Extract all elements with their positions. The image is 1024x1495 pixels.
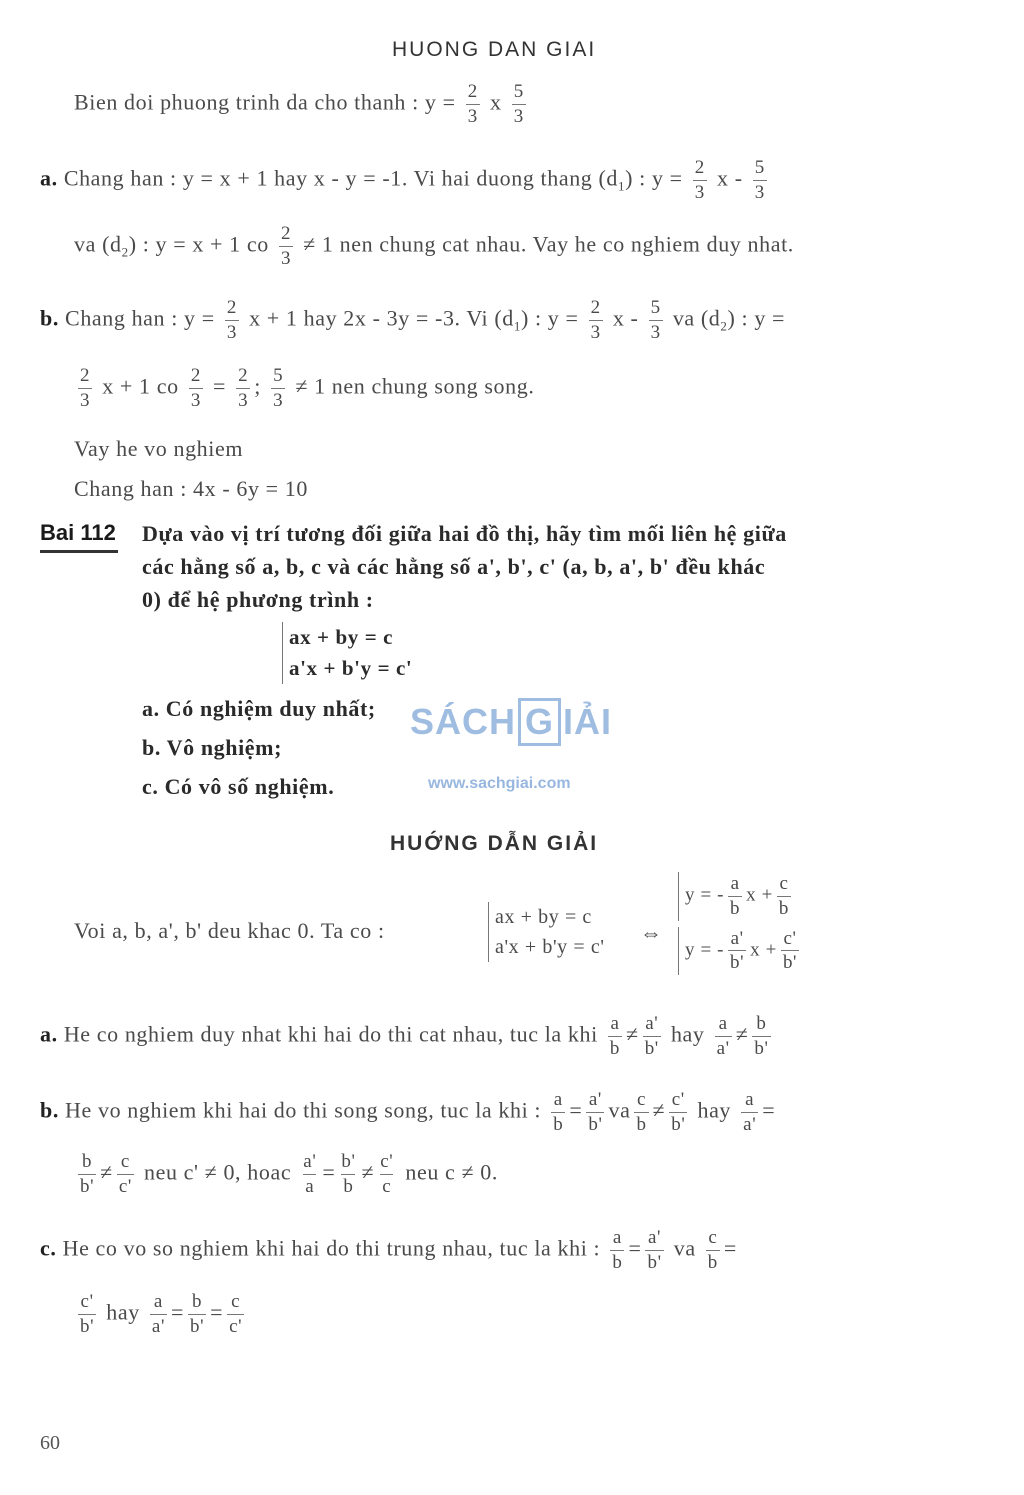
text: x + 1 hay 2x - 3y = -3. Vi (d <box>249 305 514 331</box>
fraction: $\frac{5}{3}$ <box>754 157 765 203</box>
subscript: 1 <box>513 318 521 334</box>
text: Chang han : y = <box>65 305 215 331</box>
text: He co vo so nghiem khi hai do thi trung nhau, tuc la khi : <box>62 1235 601 1261</box>
fraction: $\frac{b}{b'}$ <box>190 1291 205 1337</box>
fraction: $\frac{2}{3}$ <box>694 157 705 203</box>
fraction: $\frac{a'}{b'}$ <box>644 1013 659 1059</box>
solution-a: a. He co nghiem duy nhat khi hai do thi cat nhau, tuc la khi $\frac{a}{b}$ ≠ $\frac{a'}{b'}$ hay $\frac{a}{a'}$ ≠ $\frac{b}{b'}$ <box>40 1013 769 1059</box>
text: ≠ 1 nen chung song song. <box>295 373 535 399</box>
text: x - <box>717 165 743 191</box>
problem-line: Dựa vào vị trí tương đối giữa hai đồ thị, hãy tìm mối liên hệ giữa <box>142 521 787 546</box>
text: x + 1 co <box>102 373 179 399</box>
equation: y = - $\frac{a'}{b'}$ x + $\frac{c'}{b'}$ <box>678 927 803 976</box>
answer-b-line2 <box>74 364 534 413</box>
solution-result <box>678 872 803 975</box>
solution-system <box>488 902 605 962</box>
fraction: $\frac{a}{a'}$ <box>716 1013 730 1059</box>
solution-c-line1: c. He co vo so nghiem khi hai do thi trung nhau, tuc la khi : $\frac{a}{b}$ = $\frac{a'}{b'}$ va $\frac{c}{b}$ = <box>40 1227 737 1273</box>
text: va (d <box>74 231 122 257</box>
answer-b-line1 <box>40 296 785 345</box>
text: ) : y = <box>625 165 683 191</box>
fraction: $\frac{a'}{a}$ <box>303 1151 317 1197</box>
answer-b-line4: Chang han : 4x - 6y = 10 <box>74 476 308 501</box>
solution-b-line2: $\frac{b}{b'}$ ≠ $\frac{c}{c'}$ neu c' ≠ 0, hoac $\frac{a'}{a}$ = $\frac{b'}{b}$ ≠ $\frac{c'}{c}$ neu c ≠ 0. <box>80 1151 498 1197</box>
text: x <box>489 89 502 115</box>
fraction: $\frac{c'}{b'}$ <box>80 1291 95 1337</box>
text: ; <box>254 373 261 399</box>
problem-line: 0) để hệ phương trình : <box>142 587 374 612</box>
text: ) : y = <box>520 305 579 331</box>
equation: a'x + b'y = c' <box>282 653 412 684</box>
fraction: $\frac{a'}{b'}$ <box>588 1089 603 1135</box>
fraction: $\frac{c}{b}$ <box>707 1227 718 1273</box>
fraction: $\frac{a'}{b'}$ <box>647 1227 662 1273</box>
fraction: $\frac{2}{3}$ <box>238 365 249 411</box>
fraction: $\frac{2}{3}$ <box>226 297 237 343</box>
subscript: 2 <box>121 244 129 260</box>
fraction: $\frac{c'}{c}$ <box>380 1151 394 1197</box>
text: va (d <box>672 305 721 331</box>
section-heading: HUỚNG DẪN GIẢI <box>390 832 599 855</box>
fraction: $\frac{a}{b}$ <box>612 1227 623 1273</box>
answer-b-line3: Vay he vo nghiem <box>74 436 244 461</box>
fraction: $\frac{b'}{b}$ <box>341 1151 356 1197</box>
text: = <box>213 373 227 399</box>
fraction: $\frac{a}{b}$ <box>609 1013 621 1059</box>
item-label: b. <box>40 1097 59 1123</box>
fraction: $\frac{a}{b}$ <box>553 1089 564 1135</box>
fraction: $\frac{2}{3}$ <box>467 81 478 127</box>
equivalence-arrow: ⇔ <box>640 920 663 945</box>
text: x - <box>612 305 639 331</box>
fraction: $\frac{5}{3}$ <box>650 297 661 343</box>
equation-system <box>282 622 412 684</box>
page-number: 60 <box>40 1432 60 1454</box>
fraction: $\frac{c'}{b'}$ <box>671 1089 686 1135</box>
fraction: $\frac{a}{a'}$ <box>151 1291 165 1337</box>
equation: a'x + b'y = c' <box>488 932 605 962</box>
fraction: $\frac{5}{3}$ <box>273 365 284 411</box>
question-a: a. Có nghiệm duy nhất; <box>142 696 376 721</box>
equation: ax + by = c <box>282 622 412 653</box>
text: ) : y = <box>727 305 786 331</box>
fraction: $\frac{c}{c'}$ <box>229 1291 243 1337</box>
answer-a-line1 <box>40 156 771 205</box>
solution-c-line2: $\frac{c'}{b'}$ hay $\frac{a}{a'}$ = $\frac{b}{b'}$ = $\frac{c}{c'}$ <box>80 1291 243 1337</box>
solution-b-line1: b. He vo nghiem khi hai do thi song song, tuc la khi : $\frac{a}{b}$ = $\frac{a'}{b'}$ va $\frac{c}{b}$ ≠ $\frac{c'}{b'}$ hay $\frac{a}{a'}$ = <box>40 1089 776 1135</box>
fraction: $\frac{c}{c'}$ <box>118 1151 132 1197</box>
fraction: $\frac{2}{3}$ <box>190 365 201 411</box>
item-label: b. <box>40 305 59 331</box>
watermark-url: www.sachgiai.com <box>428 775 571 792</box>
solution-intro: Voi a, b, a', b' deu khac 0. Ta co : <box>74 918 385 943</box>
fraction: $\frac{a}{a'}$ <box>743 1089 757 1135</box>
text: He vo nghiem khi hai do thi song song, tuc la khi : <box>65 1097 542 1123</box>
equation: ax + by = c <box>488 902 605 932</box>
answer-a-line2 <box>74 222 794 271</box>
question-c: c. Có vô số nghiệm. <box>142 774 335 799</box>
fraction: $\frac{b}{b'}$ <box>754 1013 769 1059</box>
text: ) : y = x + 1 co <box>128 231 269 257</box>
problem-line: các hằng số a, b, c và các hằng số a', b', c' (a, b, a', b' đều khác <box>142 554 766 579</box>
watermark-logo: SÁCH G IẢI <box>410 698 612 746</box>
item-label: a. <box>40 1021 58 1047</box>
fraction: $\frac{5}{3}$ <box>513 81 524 127</box>
fraction: $\frac{c}{b}$ <box>636 1089 647 1135</box>
text: Bien doi phuong trinh da cho thanh : y = <box>74 89 456 115</box>
fraction: $\frac{2}{3}$ <box>280 223 292 269</box>
transform-line <box>74 80 530 129</box>
item-label: a. <box>40 165 58 191</box>
fraction: $\frac{2}{3}$ <box>590 297 601 343</box>
text: ≠ 1 nen chung cat nhau. Vay he co nghiem duy nhat. <box>303 231 794 257</box>
text: Chang han : y = x + 1 hay x - y = -1. Vi hai duong thang (d <box>63 165 619 191</box>
subscript: 2 <box>720 318 728 334</box>
text: He co nghiem duy nhat khi hai do thi cat nhau, tuc la khi <box>63 1021 598 1047</box>
exercise-label-underline <box>40 550 118 553</box>
problem-text <box>142 517 787 616</box>
section-heading: HUONG DAN GIAI <box>392 38 597 61</box>
subscript: 1 <box>618 178 626 194</box>
exercise-label: Bai 112 <box>40 520 116 545</box>
fraction: $\frac{b}{b'}$ <box>80 1151 95 1197</box>
item-label: c. <box>40 1235 57 1261</box>
fraction: $\frac{2}{3}$ <box>80 365 91 411</box>
equation: y = - $\frac{a}{b}$ x + $\frac{c}{b}$ <box>678 872 803 921</box>
question-b: b. Vô nghiệm; <box>142 735 283 760</box>
